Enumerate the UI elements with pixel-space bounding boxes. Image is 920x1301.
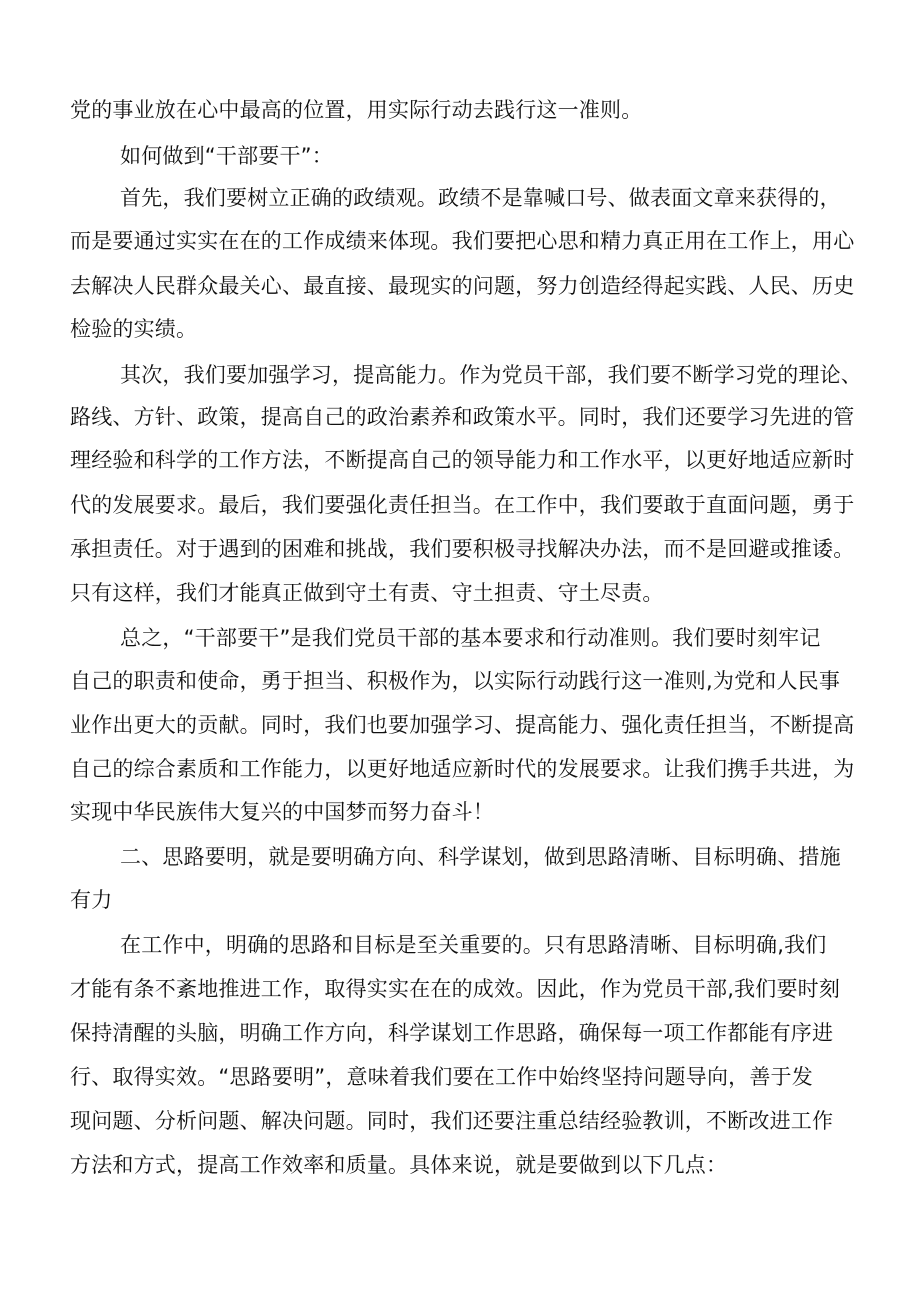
text-line: 现问题、分析问题、解决问题。同时，我们还要注重总结经验教训，不断改进工作 [70,1109,834,1133]
text-line: 只有这样，我们才能真正做到守土有责、守土担责、守土尽责。 [70,581,664,605]
text-line: 业作出更大的贡献。同时，我们也要加强学习、提高能力、强化责任担当，不断提高 [70,713,855,737]
text-line: 方法和方式，提高工作效率和质量。具体来说，就是要做到以下几点： [70,1153,728,1177]
text-line: 首先，我们要树立正确的政绩观。政绩不是靠喊口号、做表面文章来获得的， [120,186,841,210]
text-line: 理经验和科学的工作方法，不断提高自己的领导能力和工作水平，以更好地适应新时 [70,448,855,472]
text-line: 自己的综合素质和工作能力，以更好地适应新时代的发展要求。让我们携手共进，为 [70,757,855,781]
text-line: 其次，我们要加强学习，提高能力。作为党员干部，我们要不断学习党的理论、 [120,363,862,387]
text-line: 自己的职责和使命，勇于担当、积极作为，以实际行动践行这一准则,为党和人民事 [70,669,841,693]
text-line: 代的发展要求。最后，我们要强化责任担当。在工作中，我们要敢于直面问题，勇于 [70,493,855,517]
text-line: 党的事业放在心中最高的位置，用实际行动去践行这一准则。 [70,98,643,122]
text-line: 保持清醒的头脑，明确工作方向，科学谋划工作思路，确保每一项工作都能有序进 [70,1021,834,1045]
text-line: 而是要通过实实在在的工作成绩来体现。我们要把心思和精力真正用在工作上，用心 [70,229,855,253]
text-line: 去解决人民群众最关心、最直接、最现实的问题，努力创造经得起实践、人民、历史 [70,274,855,298]
text-line: 有力 [70,888,113,912]
text-line: 才能有条不紊地推进工作，取得实实在在的成效。因此，作为党员干部,我们要时刻 [70,977,841,1001]
text-line: 路线、方针、政策，提高自己的政治素养和政策水平。同时，我们还要学习先进的管 [70,405,855,429]
text-line: 检验的实绩。 [70,317,198,341]
text-line: 承担责任。对于遇到的困难和挑战，我们要积极寻找解决办法，而不是回避或推诿。 [70,537,855,561]
text-line: 在工作中，明确的思路和目标是至关重要的。只有思路清晰、目标明确,我们 [120,933,827,957]
text-line: 总之，“干部要干”是我们党员干部的基本要求和行动准则。我们要时刻牢记 [120,626,821,650]
text-line: 行、取得实效。“思路要明”，意味着我们要在工作中始终坚持问题导向，善于发 [70,1065,813,1089]
text-line: 二、思路要明，就是要明确方向、科学谋划，做到思路清晰、目标明确、措施 [120,845,841,869]
text-line: 实现中华民族伟大复兴的中国梦而努力奋斗！ [70,800,494,824]
text-line: 如何做到“干部要干”： [120,144,333,168]
